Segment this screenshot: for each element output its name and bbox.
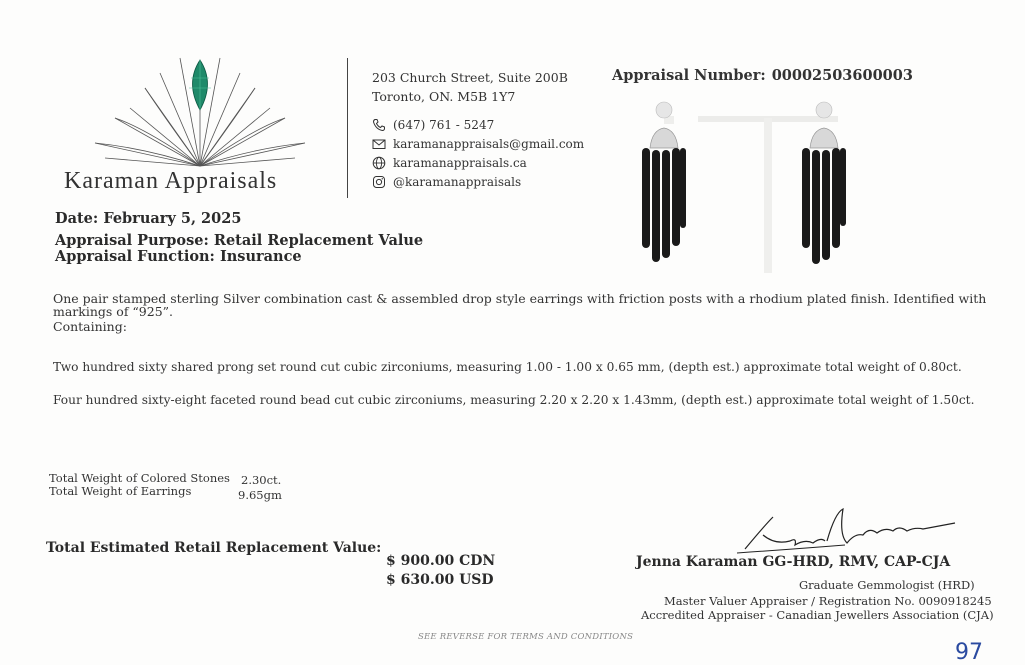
logo-divider [347,58,348,198]
function-value: Insurance [219,248,302,265]
globe-icon [372,156,386,170]
purpose-line [55,232,423,249]
contact-website: karamanappraisals.ca [393,156,527,170]
appraiser-credential-2: Master Valuer Appraiser / Registration No. 0090918245 [664,594,992,608]
appraisal-number-value: 00002503600003 [771,67,913,84]
date-line [55,210,241,227]
total-value-label: Total Estimated Retail Replacement Value: [46,540,382,556]
address-line-2: Toronto, ON. M5B 1Y7 [372,89,516,104]
brand-name: Karaman Appraisals [64,168,278,194]
stone-line-1: Two hundred sixty shared prong set round cut cubic zirconiums, measuring 1.00 - 1.00 x 0.65 mm, (depth est.) approximate total weight of 0.80ct. [53,360,962,374]
company-logo [85,48,315,173]
appraiser-credential-1: Graduate Gemmologist (HRD) [799,578,975,592]
appraisal-number [612,67,913,84]
function-label: Appraisal Function: [55,248,215,265]
appraiser-name: Jenna Karaman GG-HRD, RMV, CAP-CJA [636,554,951,570]
instagram-icon [372,175,386,189]
contact-email: karamanappraisals@gmail.com [393,137,585,151]
colored-stones-weight-value: 2.30ct. [241,473,282,487]
total-value-cdn: $ 900.00 CDN [386,553,496,569]
handwritten-page-mark: 97 [955,640,983,665]
earrings-weight-label: Total Weight of Earrings [49,484,192,498]
description-intro-2: markings of “925”. [53,304,174,319]
description-containing: Containing: [53,319,127,334]
contact-phone: (647) 761 - 5247 [393,118,495,132]
appraiser-signature [735,505,960,557]
earrings-photo [628,88,868,273]
colored-stones-weight-label: Total Weight of Colored Stones [49,471,230,485]
date-label: Date: [55,210,99,227]
phone-icon [372,118,386,132]
total-value-usd: $ 630.00 USD [386,572,494,588]
contact-instagram: @karamanappraisals [393,175,522,189]
address-line-1: 203 Church Street, Suite 200B [372,70,568,85]
description-intro-1: One pair stamped sterling Silver combination cast & assembled drop style earrings with friction posts with a rhodium plated finish. Identified with [53,291,987,306]
date-value: February 5, 2025 [103,210,242,227]
purpose-label: Appraisal Purpose: [55,232,209,249]
appraisal-number-label: Appraisal Number: [612,67,766,84]
mail-icon [372,137,386,151]
appraiser-credential-3: Accredited Appraiser - Canadian Jewellers Association (CJA) [641,608,994,622]
purpose-value: Retail Replacement Value [213,232,424,249]
footer-terms-note: SEE REVERSE FOR TERMS AND CONDITIONS [418,632,634,642]
function-line [55,248,302,265]
stone-line-2: Four hundred sixty-eight faceted round bead cut cubic zirconiums, measuring 2.20 x 2.20 x 1.43mm, (depth est.) approximate total weight of 1.50ct. [53,393,975,407]
earrings-weight-value: 9.65gm [238,488,282,502]
